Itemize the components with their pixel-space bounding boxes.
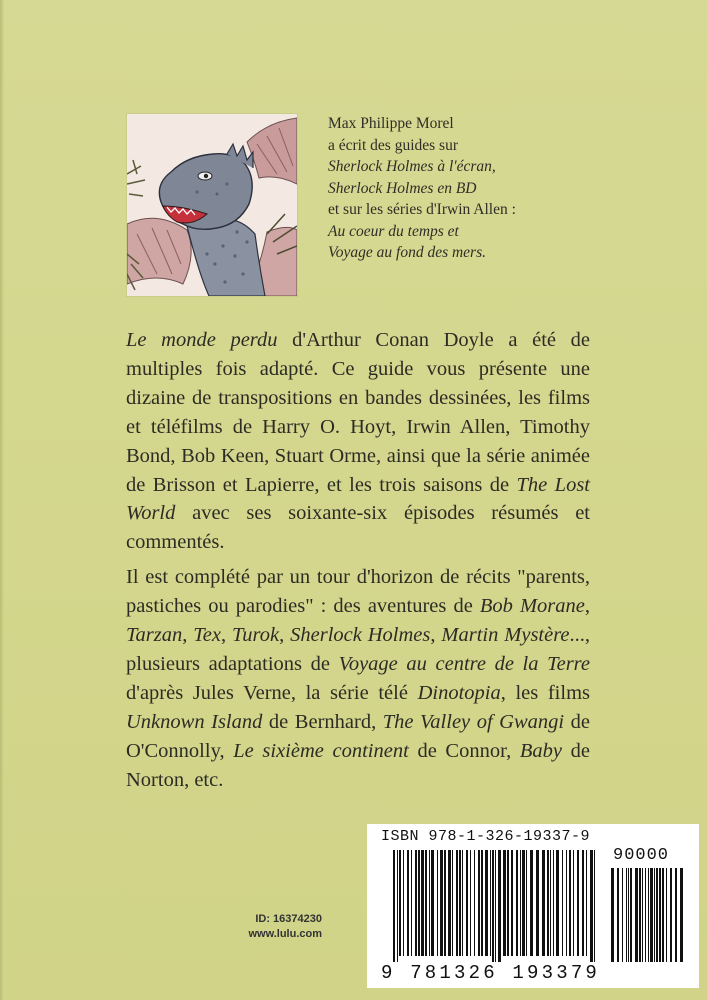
barcode-bar bbox=[452, 850, 453, 956]
text-run: , bbox=[584, 595, 590, 618]
barcode-bar bbox=[485, 850, 488, 956]
barcode-addon-bar bbox=[622, 868, 623, 962]
text-run: de Connor, bbox=[408, 739, 520, 762]
barcode-addon-bar bbox=[654, 868, 655, 962]
barcode-addon-bar bbox=[645, 868, 646, 962]
barcode-bar bbox=[474, 850, 475, 956]
text-run: d'Arthur Conan Doyle a été de multiples fois adapté. Ce guide vous présente une dizaine de transpositions en bandes dessinées, les films et téléfilms de Harry O. Hoyt, Irwin Allen, Timothy Bond, Bob Keen, Stuart Orme, ainsi que la série animée de Brisson et Lapierre, et les trois saisons de bbox=[126, 329, 590, 496]
isbn-barcode bbox=[367, 824, 699, 988]
barcode-bar bbox=[520, 850, 521, 956]
barcode-bar bbox=[536, 850, 539, 956]
barcode-bar bbox=[399, 850, 401, 956]
barcode-bar bbox=[511, 850, 513, 956]
barcode-bar bbox=[490, 850, 491, 956]
publisher-id: ID: 16374230 bbox=[255, 913, 322, 925]
barcode-addon-bar bbox=[659, 868, 661, 962]
dinosaur-illustration bbox=[127, 114, 297, 296]
book-spine-edge bbox=[0, 0, 4, 1000]
text-run: avec ses soixante-six épisodes résumés et commentés. bbox=[126, 502, 590, 554]
barcode-bar bbox=[425, 850, 427, 956]
title-run: Dinotopia bbox=[417, 681, 501, 704]
text-run: , les films bbox=[500, 681, 590, 704]
barcode-bar bbox=[459, 850, 461, 956]
title-run: Le monde perdu bbox=[126, 329, 278, 351]
barcode-bar bbox=[456, 850, 458, 956]
barcode-bar bbox=[492, 850, 494, 962]
isbn-label: ISBN 978-1-326-19337-9 bbox=[381, 828, 591, 845]
bio-line: et sur les séries d'Irwin Allen : bbox=[328, 201, 516, 218]
barcode-addon-bar bbox=[670, 868, 672, 962]
barcode-bar bbox=[547, 850, 549, 956]
publisher-url: www.lulu.com bbox=[248, 928, 322, 940]
barcode-addon-bar bbox=[656, 868, 658, 962]
barcode-bar bbox=[530, 850, 533, 956]
barcode-bar bbox=[586, 850, 587, 956]
barcode-bar bbox=[498, 850, 501, 962]
barcode-addon-bar bbox=[675, 868, 677, 962]
publisher-info bbox=[222, 912, 322, 942]
barcode-bar bbox=[503, 850, 506, 956]
barcode-addon-digits: 90000 bbox=[613, 846, 670, 865]
title-run: The Lost World bbox=[126, 473, 590, 525]
description-text bbox=[126, 326, 590, 795]
text-run: , bbox=[430, 624, 442, 647]
description-paragraph-2 bbox=[126, 563, 590, 794]
barcode-addon-bar bbox=[680, 868, 683, 962]
title-run: Voyage au centre de la Terre bbox=[338, 652, 590, 675]
title-run: Tarzan bbox=[126, 624, 183, 647]
barcode-bar bbox=[444, 850, 446, 956]
barcode-addon-bar bbox=[650, 868, 653, 962]
barcode-bar bbox=[429, 850, 430, 956]
barcode-bar bbox=[481, 850, 483, 956]
barcode-bar bbox=[431, 850, 434, 956]
barcode-bar bbox=[566, 850, 567, 956]
barcode-addon-bar bbox=[628, 868, 629, 962]
barcode-bar bbox=[403, 850, 404, 956]
barcode-bar bbox=[437, 850, 438, 956]
barcode-bar bbox=[577, 850, 579, 956]
barcode-addon-bar bbox=[662, 868, 664, 962]
barcode-bar bbox=[590, 850, 593, 962]
barcode-addon-bar bbox=[630, 868, 632, 962]
barcode-bar bbox=[393, 850, 395, 962]
author-bio bbox=[328, 113, 668, 264]
barcode-bar bbox=[407, 850, 409, 956]
title-run: Tex bbox=[193, 624, 221, 647]
text-run: de Norton, etc. bbox=[126, 739, 590, 791]
barcode-bar bbox=[594, 850, 595, 962]
text-run: , bbox=[182, 624, 194, 647]
title-run: Sherlock Holmes bbox=[290, 624, 431, 647]
barcode-addon-bar bbox=[666, 868, 667, 962]
barcode-bar bbox=[466, 850, 468, 956]
bio-line: Au coeur du temps et bbox=[328, 222, 459, 240]
text-run: d'après Jules Verne, la série télé bbox=[126, 681, 418, 704]
barcode-bar bbox=[582, 850, 584, 956]
description-paragraph-1 bbox=[126, 326, 590, 557]
title-run: Martin Mystère bbox=[441, 624, 570, 647]
bio-line: Sherlock Holmes à l'écran, bbox=[328, 158, 496, 175]
barcode-bar bbox=[470, 850, 471, 956]
barcode-addon-bar bbox=[611, 868, 614, 962]
title-run: Unknown Island bbox=[126, 710, 263, 733]
barcode-bar bbox=[507, 850, 509, 956]
text-run: Il est complété par un tour d'horizon de récits "parents, pastiches ou parodies" : des aventures de bbox=[126, 566, 590, 618]
barcode-bar bbox=[516, 850, 518, 956]
barcode-bar bbox=[418, 850, 420, 956]
dinosaur-drawing bbox=[127, 114, 297, 296]
text-run: , bbox=[220, 624, 233, 647]
text-run: de Bernhard, bbox=[262, 710, 383, 733]
barcode-bar bbox=[522, 850, 525, 956]
text-run: de O'Connolly, bbox=[126, 710, 591, 762]
barcode-bar bbox=[553, 850, 554, 956]
title-run: Turok bbox=[232, 624, 280, 647]
barcode-bar bbox=[542, 850, 545, 956]
barcode-bar bbox=[462, 850, 463, 956]
bio-line: Voyage au fond des mers. bbox=[328, 244, 486, 261]
barcode-bar bbox=[478, 850, 480, 956]
title-run: Bob Morane bbox=[479, 595, 585, 618]
barcode-addon-bar bbox=[635, 868, 638, 962]
barcode-bar bbox=[421, 850, 424, 956]
barcode-addon-bar bbox=[626, 868, 627, 962]
bio-line: a écrit des guides sur bbox=[328, 136, 458, 154]
barcode-addon-bar bbox=[648, 868, 649, 962]
barcode-digits: 9 781326 193379 bbox=[381, 962, 601, 984]
barcode-bar bbox=[573, 850, 574, 956]
title-run: Baby bbox=[519, 739, 562, 762]
barcode-bar bbox=[556, 850, 559, 956]
barcode-bar bbox=[415, 850, 417, 956]
barcode-bar bbox=[411, 850, 412, 956]
barcode-bar bbox=[526, 850, 527, 956]
text-run: , bbox=[279, 624, 291, 647]
title-run: The Valley of Gwangi bbox=[382, 710, 565, 733]
text-run: ..., plusieurs adaptations de bbox=[126, 624, 591, 675]
bio-line: Max Philippe Morel bbox=[328, 115, 454, 132]
title-run: Le sixième continent bbox=[233, 739, 409, 762]
barcode-bar bbox=[569, 850, 571, 956]
barcode-addon-bar bbox=[642, 868, 643, 962]
barcode-bar bbox=[397, 850, 398, 962]
barcode-bar bbox=[495, 850, 496, 962]
bio-line: Sherlock Holmes en BD bbox=[328, 179, 477, 197]
barcode-addon-bar bbox=[639, 868, 641, 962]
barcode-addon-bar bbox=[617, 868, 619, 962]
barcode-bar bbox=[562, 850, 563, 956]
barcode-bar bbox=[550, 850, 551, 956]
barcode-bar bbox=[448, 850, 451, 956]
barcode-bar bbox=[440, 850, 443, 956]
